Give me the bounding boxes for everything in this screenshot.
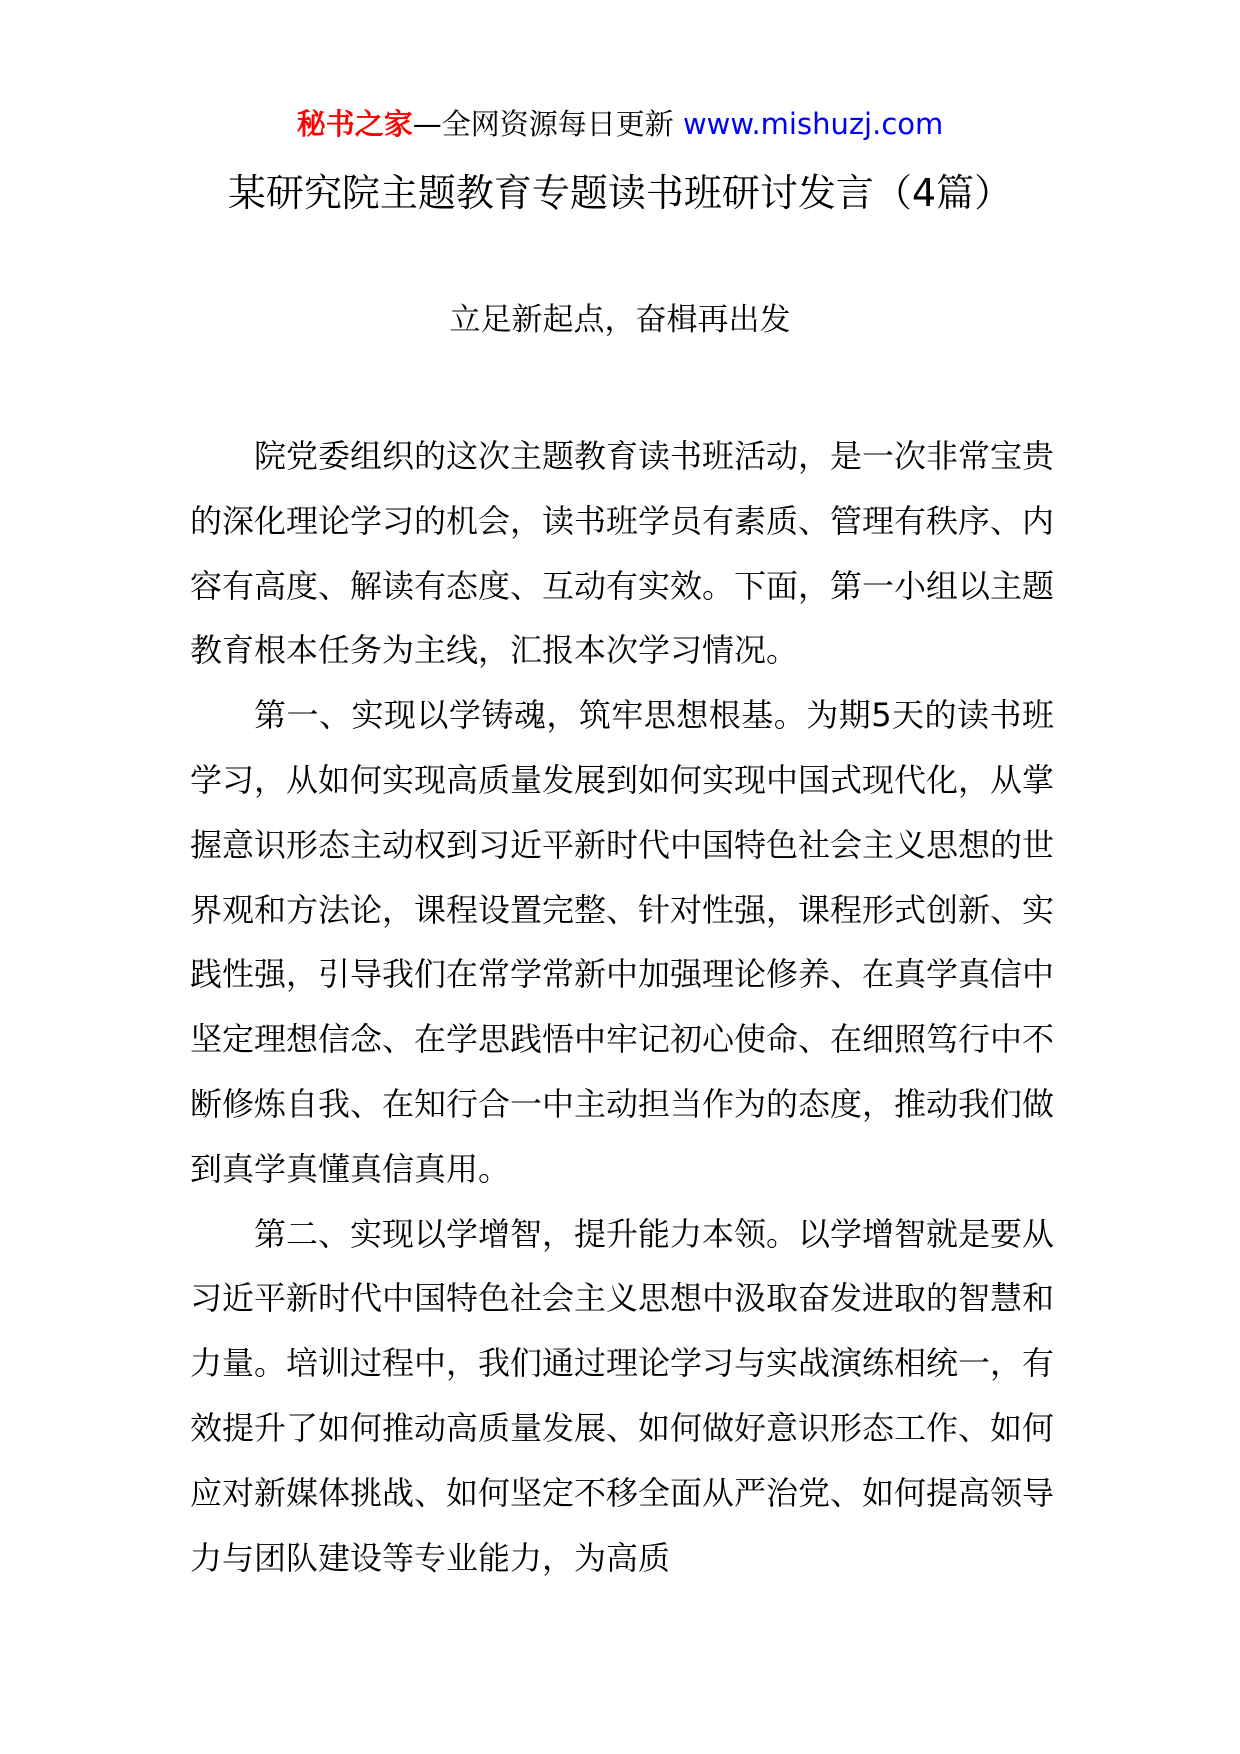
document-body — [190, 424, 1054, 1590]
body-paragraph-intro: 院党委组织的这次主题教育读书班活动，是一次非常宝贵的深化理论学习的机会，读书班学员有素质、管理有秩序、内容有高度、解读有态度、互动有实效。下面，第一小组以主题教育根本任务为主线，汇报本次学习情况。 — [190, 437, 1055, 670]
body-paragraph-second-point: 第二、实现以学增智，提升能力本领。以学增智就是要从习近平新时代中国特色社会主义思想中汲取奋发进取的智慧和力量。培训过程中，我们通过理论学习与实战演练相统一，有效提升了如何推动高质量发展、如何做好意识形态工作、如何应对新媒体挑战、如何坚定不移全面从严治党、如何提高领导力与团队建设等专业能力，为高质 — [190, 1214, 1055, 1577]
section-heading: 立足新起点，奋楫再出发 — [449, 302, 791, 338]
site-tagline: —全网资源每日更新 — [412, 107, 674, 141]
site-header-banner — [0, 104, 1240, 144]
site-brand: 秘书之家 — [296, 107, 413, 141]
site-url-link[interactable]: www.mishuzj.com — [682, 107, 944, 141]
body-paragraph-first-point: 第一、实现以学铸魂，筑牢思想根基。为期5天的读书班学习，从如何实现高质量发展到如何实现中国式现代化，从掌握意识形态主动权到习近平新时代中国特色社会主义思想的世界观和方法论，课程设置完整、针对性强，课程形式创新、实践性强，引导我们在常学常新中加强理论修养、在真学真信中坚定理想信念、在学思践悟中牢记初心使命、在细照笃行中不断修炼自我、在知行合一中主动担当作为的态度，推动我们做到真学真懂真信真用。 — [190, 696, 1055, 1188]
document-title: 某研究院主题教育专题读书班研讨发言（4篇） — [227, 171, 1013, 215]
